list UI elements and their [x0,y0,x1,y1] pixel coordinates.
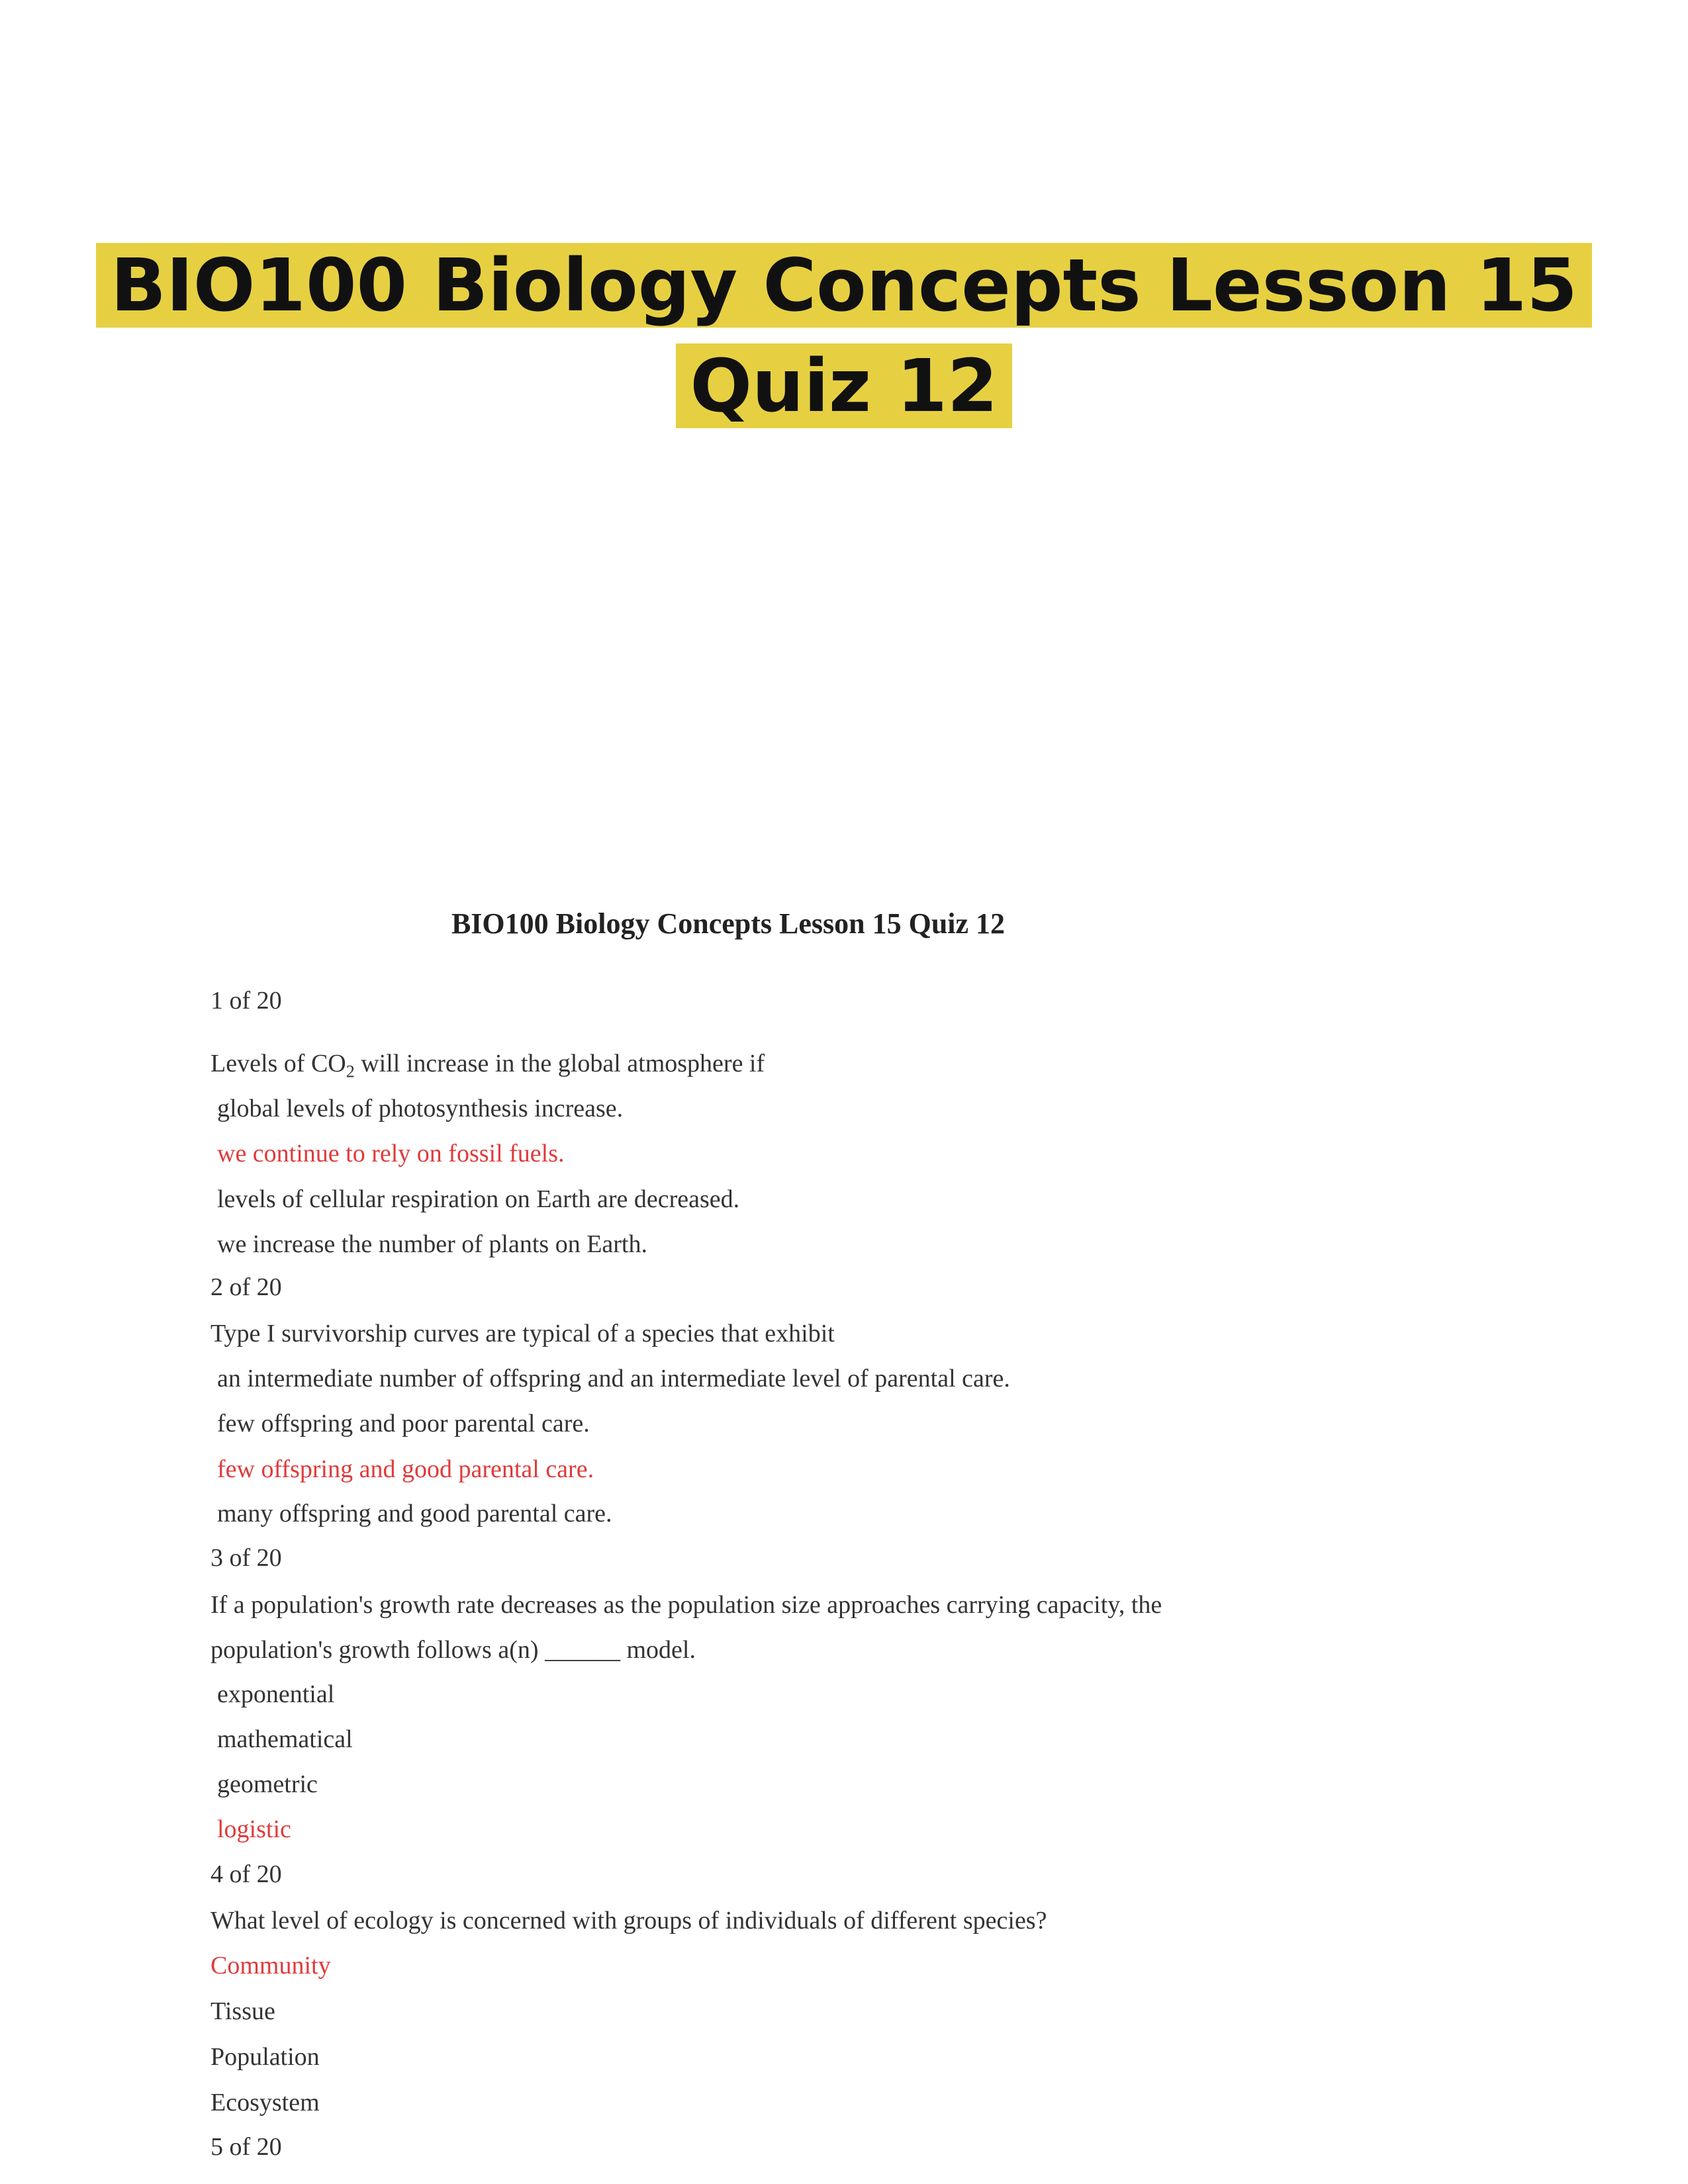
answer-option: exponential [217,1680,335,1708]
question-text-part: Levels of CO [211,1050,346,1077]
question-number: 4 of 20 [211,1860,282,1888]
document-banner-title [0,235,1688,436]
answer-option: many offspring and good parental care. [217,1500,612,1527]
question-number: 3 of 20 [211,1544,282,1572]
answer-option: Tissue [211,1997,275,2025]
question-number: 1 of 20 [211,987,282,1015]
answer-option: few offspring and poor parental care. [217,1410,590,1437]
question-text-part: will increase in the global atmosphere if [354,1050,765,1077]
question-number: 5 of 20 [211,2133,282,2161]
banner-line-1: BIO100 Biology Concepts Lesson 15 [96,243,1592,328]
answer-option: levels of cellular respiration on Earth are decreased. [217,1185,740,1213]
answer-option-correct: few offspring and good parental care. [217,1455,594,1483]
answer-option-correct: we continue to rely on fossil fuels. [217,1140,565,1167]
question-text: If a population's growth rate decreases as the population size approaches carrying capacity, the [211,1591,1162,1619]
answer-option: Ecosystem [211,2089,320,2116]
answer-option: global levels of photosynthesis increase. [217,1095,624,1122]
question-text: Type I survivorship curves are typical of a species that exhibit [211,1320,835,1347]
question-number: 2 of 20 [211,1273,282,1301]
answer-option-correct: logistic [217,1815,291,1843]
scanned-quiz-document [0,907,1688,2184]
answer-option: mathematical [217,1725,353,1753]
banner-line-2: Quiz 12 [676,343,1013,428]
question-text [211,1049,765,1082]
answer-option: an intermediate number of offspring and an intermediate level of parental care. [217,1365,1010,1392]
answer-option: we increase the number of plants on Earth. [217,1230,647,1258]
question-text: population's growth follows a(n) ______ model. [211,1636,696,1664]
question-text: What level of ecology is concerned with groups of individuals of different species? [211,1907,1047,1934]
answer-option-correct: Community [211,1952,331,1979]
answer-option: geometric [217,1770,318,1798]
subscript-text: 2 [346,1062,355,1081]
answer-option: Population [211,2043,320,2071]
quiz-title: BIO100 Biology Concepts Lesson 15 Quiz 12 [451,907,1006,940]
